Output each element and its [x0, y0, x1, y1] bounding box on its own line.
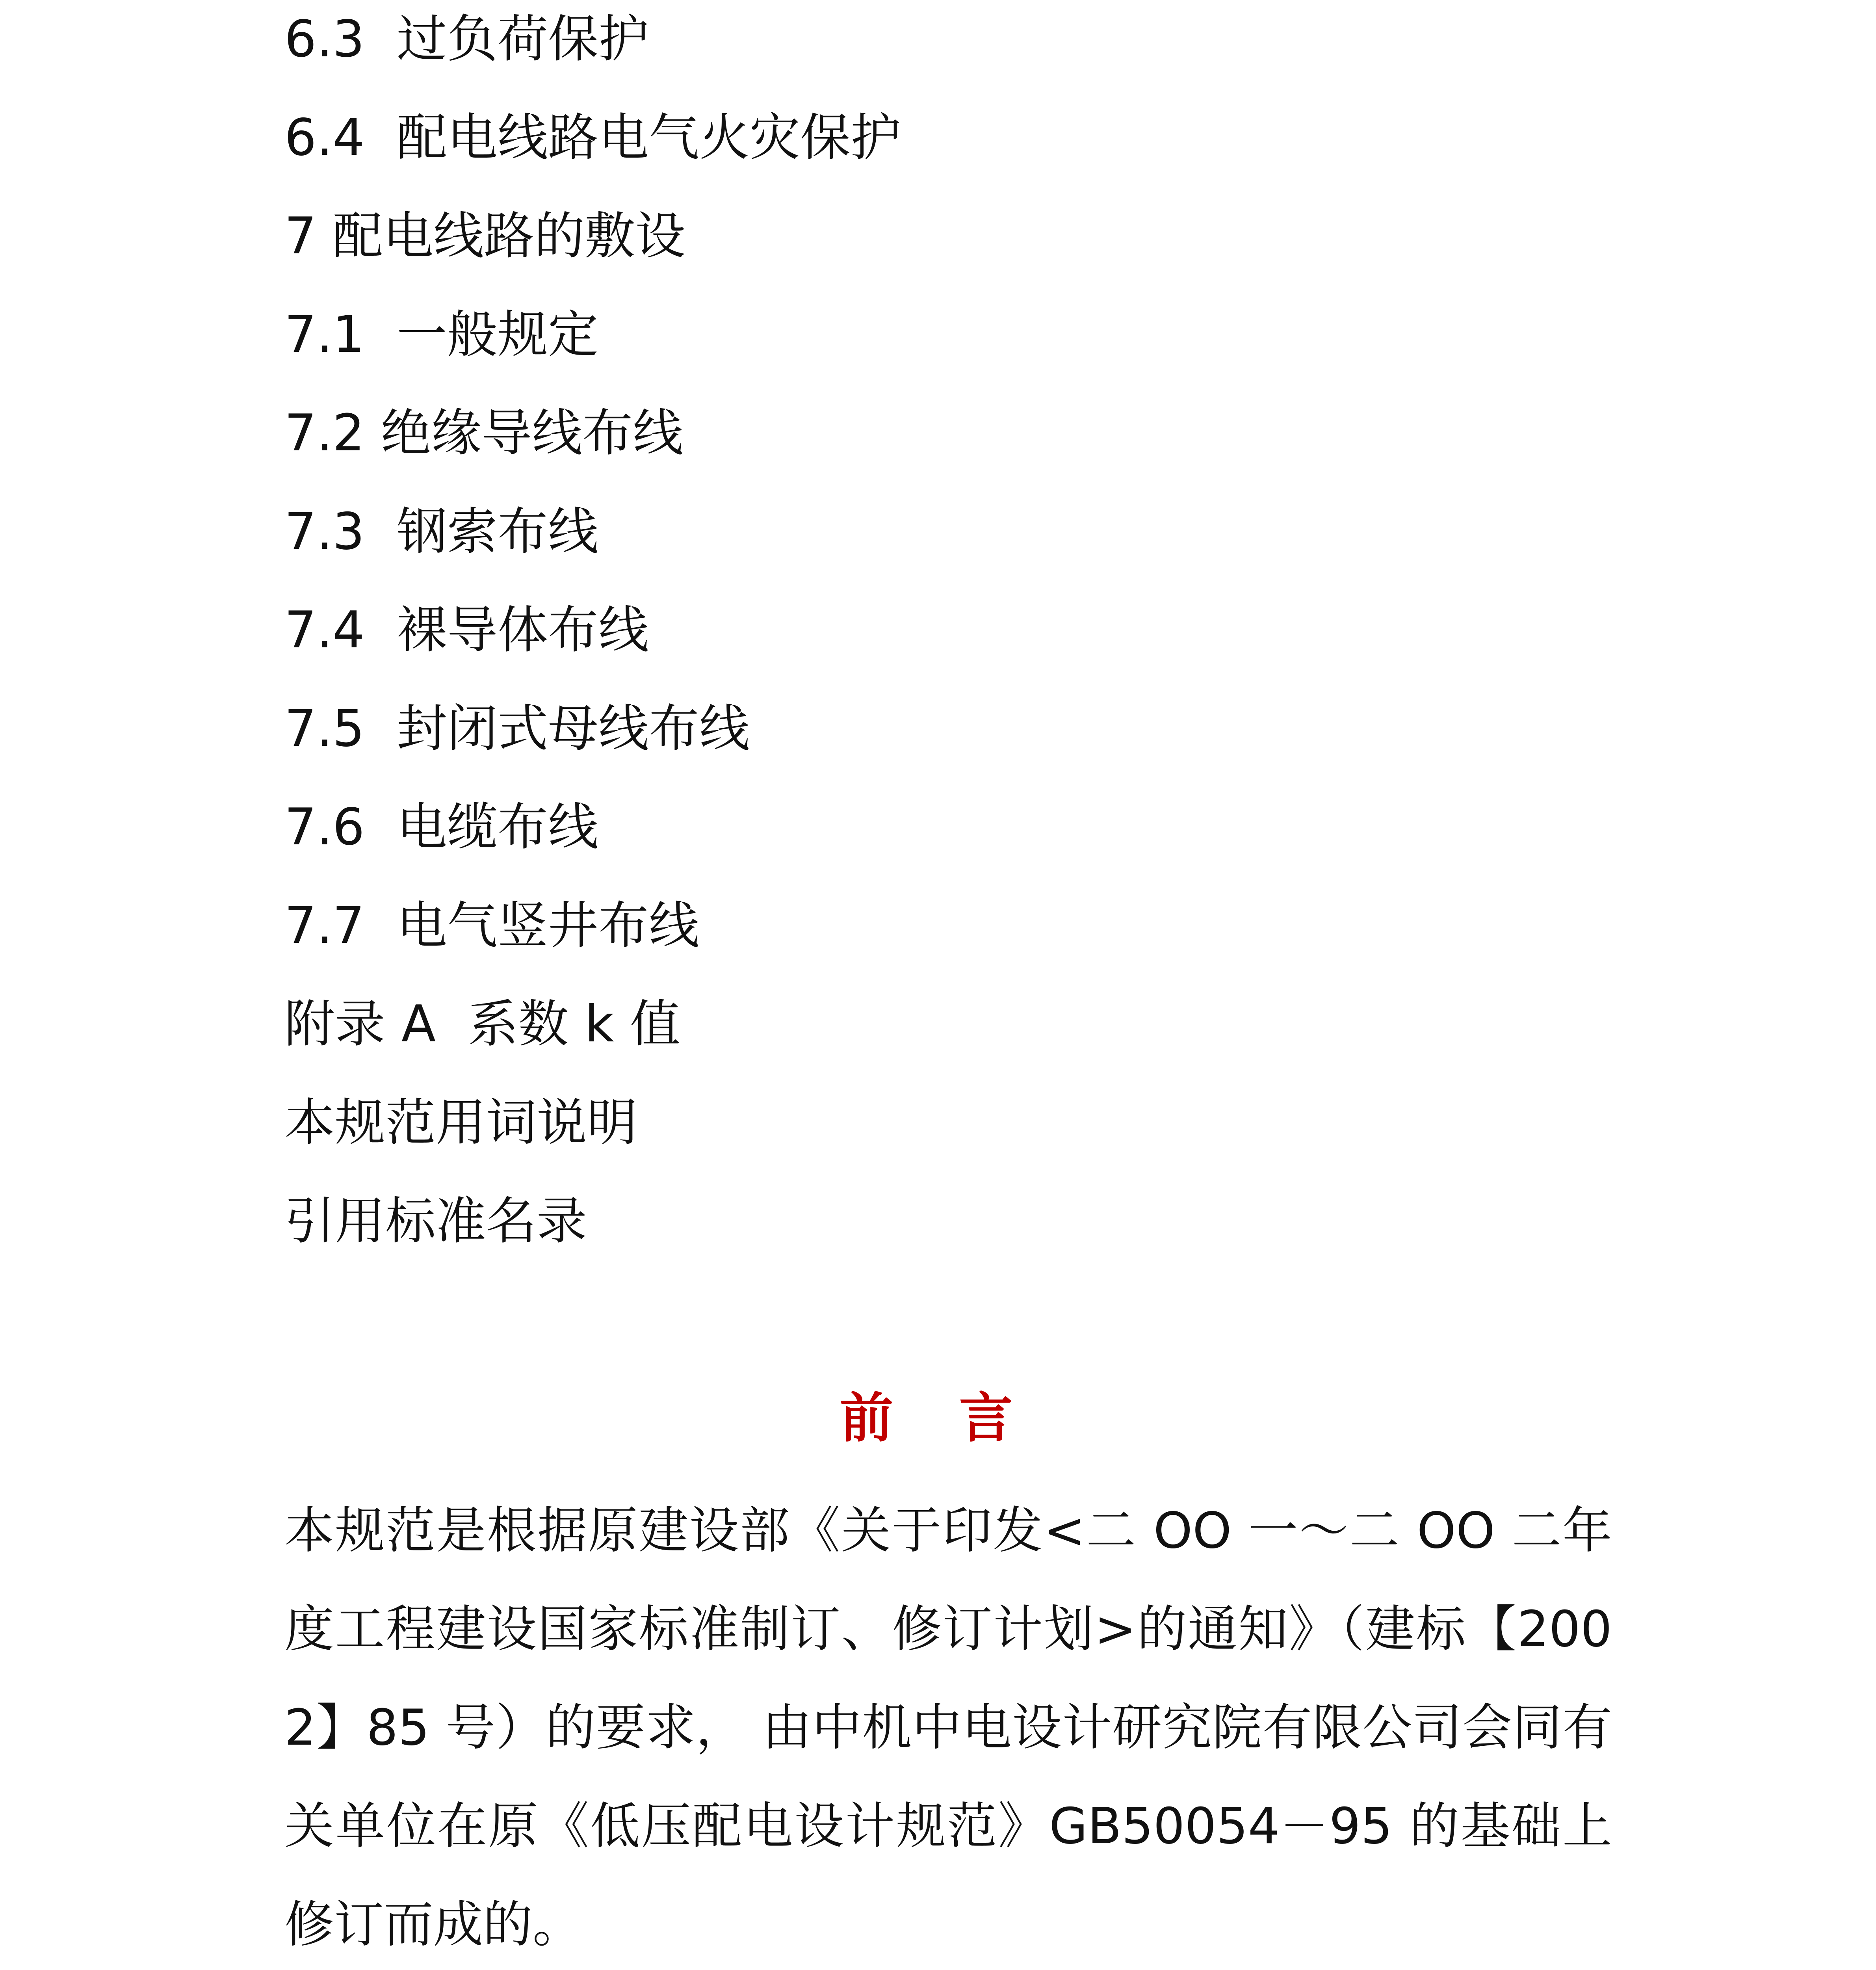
toc-item: 7.2 绝缘导线布线	[284, 404, 684, 463]
toc-item: 7.3 钢索布线	[284, 502, 598, 561]
table-of-contents	[284, 0, 1624, 1280]
toc-item: 7.7 电气竖井布线	[284, 896, 699, 955]
preface-heading: 前 言	[840, 1387, 1036, 1450]
toc-item: 7.1 一般规定	[284, 305, 598, 364]
toc-item: 7.5 封闭式母线布线	[284, 699, 750, 758]
toc-item: 7 配电线路的敷设	[284, 207, 686, 266]
toc-item: 7.6 电缆布线	[284, 798, 598, 857]
preface-paragraph: 本规范是根据原建设部《关于印发<二 OO 一～二 OO 二年度工程建设国家标准制订、修订计划>的通知》（建标【2002】85 号）的要求， 由中机中电设计研究院有限公司会同有关单位在原《低压配电设计规范》GB50054－95 的基础上修订而成的。	[284, 1502, 1612, 1953]
toc-item: 引用标准名录	[284, 1192, 587, 1251]
toc-item: 7.4 裸导体布线	[284, 601, 649, 660]
toc-item: 6.3 过负荷保护	[284, 10, 649, 69]
toc-item: 本规范用词说明	[284, 1093, 638, 1152]
toc-item: 附录 A 系数 k 值	[284, 995, 681, 1054]
preface-body	[284, 1481, 1612, 1970]
toc-item: 6.4 配电线路电气火灾保护	[284, 108, 901, 167]
